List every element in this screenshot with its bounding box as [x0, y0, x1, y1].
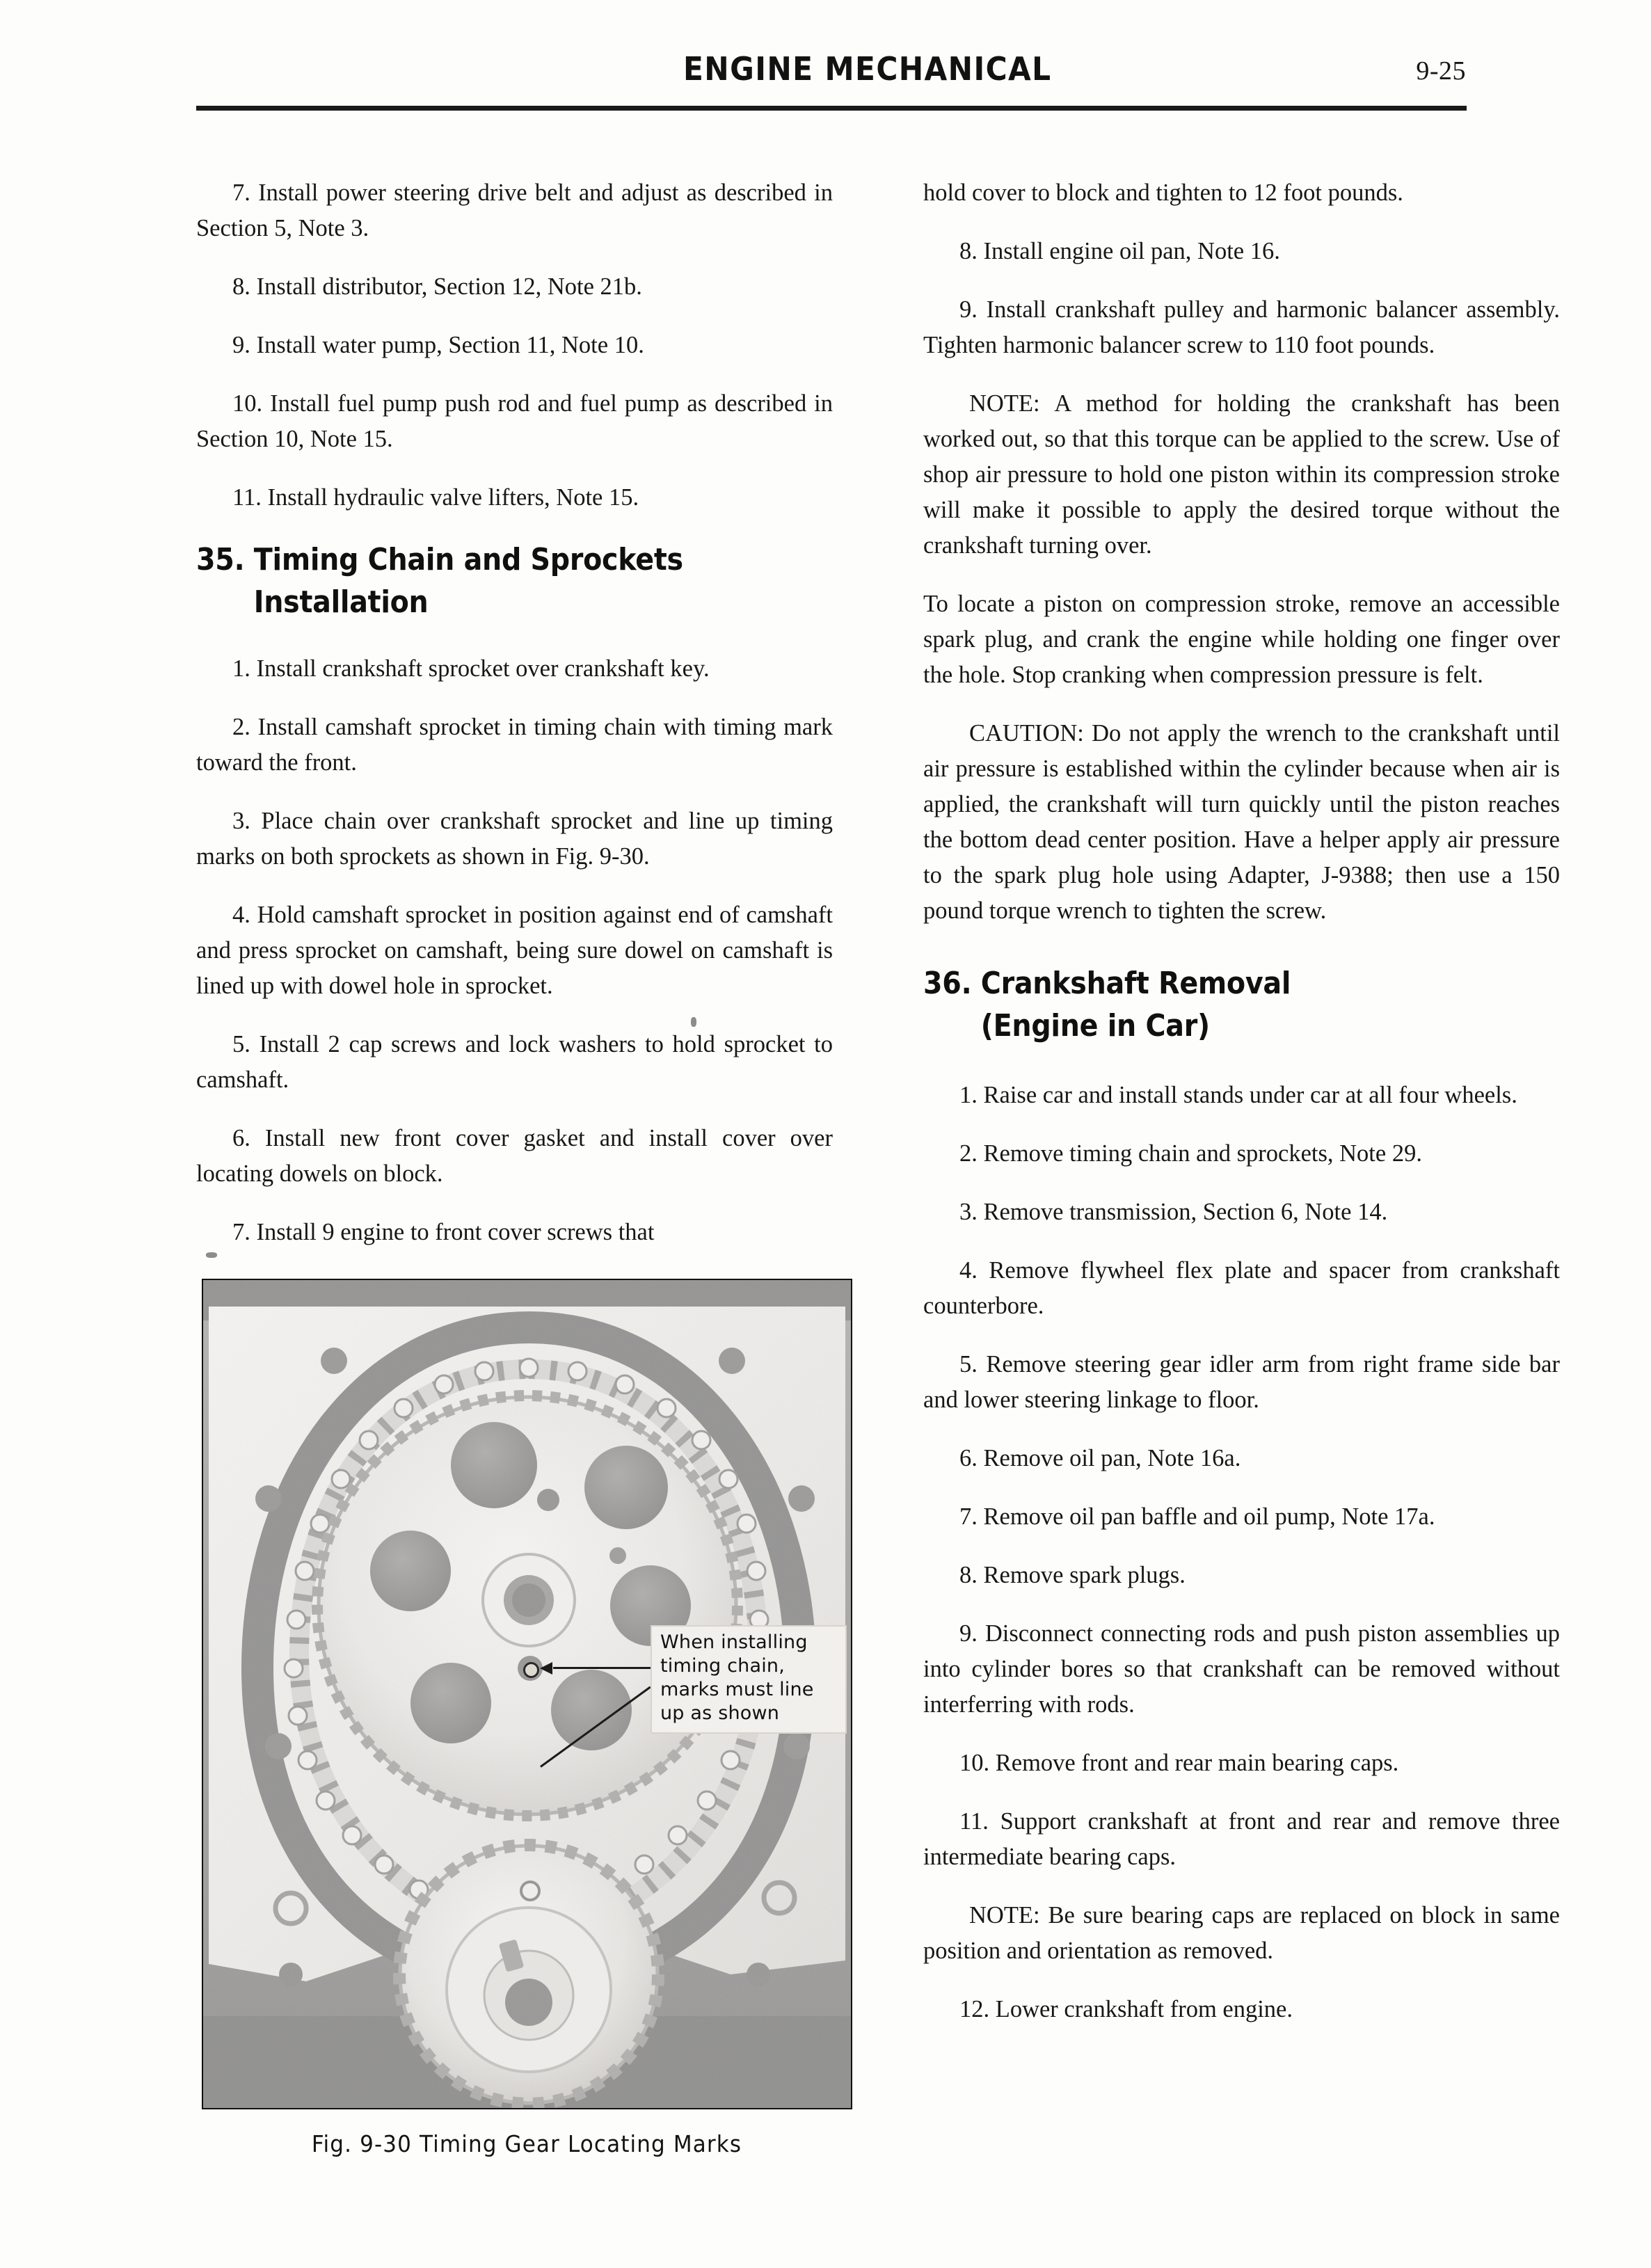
list-item: 1. Raise car and install stands under car at all four wheels. — [959, 1082, 1517, 1108]
list-item: 3. Place chain over crankshaft sprocket and line up timing marks on both sprockets as shown in Fig. 9-30. — [196, 808, 833, 870]
callout-line-1: When installing — [660, 1631, 808, 1653]
list-item: 8. Install engine oil pan, Note 16. — [959, 238, 1280, 264]
leader-line-upper — [553, 1667, 657, 1669]
list-item: 3. Remove transmission, Section 6, Note 14. — [959, 1199, 1388, 1225]
list-item: 11. Install hydraulic valve lifters, Note 15. — [232, 484, 639, 511]
section-title-line-2: (Engine in Car) — [980, 1008, 1210, 1044]
list-item: 6. Remove oil pan, Note 16a. — [959, 1445, 1241, 1471]
list-item: 10. Remove front and rear main bearing caps. — [959, 1750, 1399, 1776]
caution-block: CAUTION: Do not apply the wrench to the crankshaft until air pressure is established within the cylinder because when air is applied, the crankshaft will turn quickly until the piston reaches the bottom dead center position. Have a helper apply air pressure to the spark plug hole using Adapter, J-9388; then use a 150 pound torque wrench to tighten the screw. — [923, 720, 1560, 924]
timing-gear-photograph — [202, 1279, 852, 2109]
section-title-line-1: Timing Chain and Sprockets — [253, 542, 683, 577]
list-item: 1. Install crankshaft sprocket over crankshaft key. — [232, 655, 710, 682]
section-number: 36. — [923, 966, 972, 1001]
list-item: 10. Install fuel pump push rod and fuel pump as described in Section 10, Note 15. — [196, 390, 833, 452]
camshaft-timing-mark-dot — [523, 1662, 539, 1678]
list-item: 2. Remove timing chain and sprockets, Note 29. — [959, 1140, 1422, 1167]
list-item: 8. Remove spark plugs. — [959, 1562, 1186, 1588]
page-title: ENGINE MECHANICAL — [683, 50, 1052, 88]
page-number: 9-25 — [1416, 56, 1466, 86]
list-item: 9. Install crankshaft pulley and harmonic balancer assembly. Tighten harmonic balancer screw to 110 foot pounds. — [923, 296, 1560, 358]
figure-caption: Fig. 9-30 Timing Gear Locating Marks — [311, 2130, 742, 2157]
list-item: 7. Install 9 engine to front cover screws that — [232, 1219, 655, 1245]
list-item: 6. Install new front cover gasket and install cover over locating dowels on block. — [196, 1125, 833, 1187]
list-item: 9. Disconnect connecting rods and push piston assemblies up into cylinder bores so that crankshaft can be removed without interferring with rods. — [923, 1620, 1560, 1718]
section-heading-36 — [923, 962, 1497, 1047]
callout-line-2: timing chain, — [660, 1655, 785, 1677]
note-block: NOTE: A method for holding the crankshaft has been worked out, so that this torque can be applied to the screw. Use of shop air pressure to hold one piston within its compression stroke will make it possible to apply the desired torque without the crankshaft turning over. — [923, 390, 1560, 559]
page-header — [196, 50, 1466, 113]
section-heading-35 — [196, 538, 769, 623]
continued-paragraph: hold cover to block and tighten to 12 foot pounds. — [923, 179, 1403, 206]
list-item: 2. Install camshaft sprocket in timing chain with timing mark toward the front. — [196, 714, 833, 776]
scan-speck — [206, 1252, 217, 1258]
list-item: 7. Install power steering drive belt and adjust as described in Section 5, Note 3. — [196, 179, 833, 241]
body-paragraph: To locate a piston on compression stroke, remove an accessible spark plug, and crank the engine while holding one finger over the hole. Stop cranking when compression pressure is felt. — [923, 591, 1560, 688]
list-item: 11. Support crankshaft at front and rear and remove three intermediate bearing caps. — [923, 1808, 1560, 1870]
leader-arrowhead — [540, 1662, 552, 1675]
section-title-line-1: Crankshaft Removal — [980, 966, 1291, 1001]
scan-speck — [691, 1017, 696, 1027]
list-item: 7. Remove oil pan baffle and oil pump, Note 17a. — [959, 1503, 1435, 1530]
callout-line-4: up as shown — [660, 1702, 780, 1724]
header-divider-rule — [196, 106, 1467, 111]
note-block: NOTE: Be sure bearing caps are replaced on block in same position and orientation as removed. — [923, 1902, 1560, 1964]
list-item: 4. Remove flywheel flex plate and spacer from crankshaft counterbore. — [923, 1257, 1560, 1319]
right-column — [923, 175, 1560, 2050]
section-number: 35. — [196, 542, 245, 577]
figure-9-30 — [202, 1279, 852, 2109]
list-item: 5. Install 2 cap screws and lock washers to hold sprocket to camshaft. — [196, 1031, 833, 1093]
left-column — [196, 175, 833, 1273]
list-item: 5. Remove steering gear idler arm from right frame side bar and lower steering linkage to floor. — [923, 1351, 1560, 1413]
list-item: 12. Lower crankshaft from engine. — [959, 1996, 1293, 2022]
list-item: 9. Install water pump, Section 11, Note 10. — [232, 332, 644, 358]
callout-label — [651, 1625, 847, 1734]
section-title-line-2: Installation — [253, 584, 429, 620]
callout-line-3: marks must line — [660, 1679, 814, 1700]
list-item: 4. Hold camshaft sprocket in position against end of camshaft and press sprocket on camshaft, being sure dowel on camshaft is lined up with dowel hole in sprocket. — [196, 902, 833, 999]
list-item: 8. Install distributor, Section 12, Note 21b. — [232, 273, 642, 300]
